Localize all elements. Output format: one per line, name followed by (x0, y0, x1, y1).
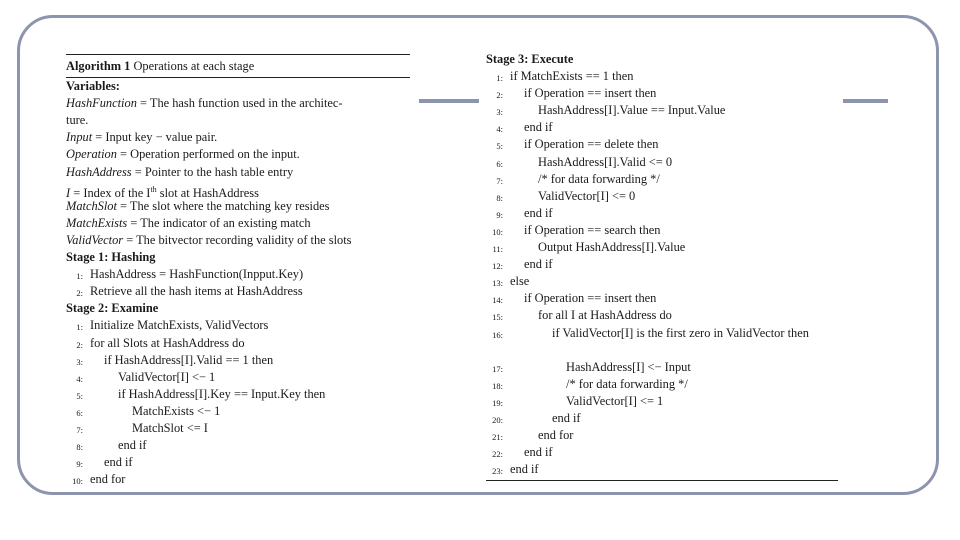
code-text: end if (510, 462, 539, 477)
variable-name: I (66, 185, 71, 200)
code-text: Initialize MatchExists, ValidVectors (90, 318, 269, 333)
code-line (486, 410, 838, 427)
code-text: if Operation == search then (524, 222, 661, 237)
line-number: 19: (492, 397, 503, 408)
line-number: 2: (76, 288, 83, 299)
code-line (486, 119, 838, 136)
variable-desc: = Pointer to the hash table entry (134, 164, 294, 179)
line-number: 2: (76, 339, 83, 350)
line-number: 17: (492, 363, 503, 374)
line-number: 20: (492, 414, 503, 425)
line-number: 10: (492, 226, 503, 237)
code-text: HashAddress[I] <− Input (566, 359, 691, 374)
variable-name: MatchSlot (66, 198, 117, 213)
code-text: if HashAddress[I].Valid == 1 then (104, 352, 274, 367)
code-text: end if (104, 455, 133, 470)
bottom-rule (486, 480, 838, 481)
line-number: 11: (492, 244, 503, 255)
variable-matchexists (66, 215, 410, 232)
code-line (486, 273, 838, 290)
variable-desc: = The indicator of an existing match (130, 215, 311, 230)
code-text: if HashAddress[I].Key == Input.Key then (118, 386, 326, 401)
code-text: Retrieve all the hash items at HashAddress (90, 284, 303, 299)
variable-hashfunction (66, 95, 410, 112)
stage3-heading: Stage 3: Execute (486, 52, 574, 66)
code-line (66, 283, 410, 300)
code-line (66, 335, 410, 352)
code-text: end if (524, 120, 553, 135)
algorithm-right-column (486, 51, 838, 481)
code-line (486, 393, 838, 410)
variable-desc: = Index of the I (73, 185, 151, 200)
algorithm-label: Algorithm 1 (66, 59, 131, 73)
variable-desc: = The bitvector recording validity of the slots (126, 232, 352, 247)
code-line (486, 102, 838, 119)
line-number: 18: (492, 380, 503, 391)
line-number: 7: (496, 175, 503, 186)
code-text: HashAddress[I].Valid <= 0 (538, 154, 673, 169)
code-line (66, 266, 410, 283)
code-text: end if (552, 410, 581, 425)
code-text: MatchExists <− 1 (132, 403, 221, 418)
code-line (486, 307, 838, 324)
line-number: 4: (496, 124, 503, 135)
variables-list (66, 95, 410, 249)
code-line (66, 386, 410, 403)
line-number: 22: (492, 449, 503, 460)
code-text: MatchSlot <= I (132, 420, 208, 435)
variable-matchslot (66, 198, 410, 215)
variable-name: Input (66, 130, 93, 145)
code-line (66, 317, 410, 334)
code-text: for all Slots at HashAddress do (90, 335, 245, 350)
variable-validvector (66, 232, 410, 249)
code-line (486, 290, 838, 307)
line-number: 2: (496, 90, 503, 101)
stage1-heading: Stage 1: Hashing (66, 250, 156, 265)
decorative-bar-left (419, 99, 479, 103)
variable-input (66, 129, 410, 146)
line-number: 5: (496, 141, 503, 152)
code-text: ValidVector[I] <− 1 (118, 369, 216, 384)
variable-index (66, 181, 410, 198)
line-number: 5: (76, 390, 83, 401)
variable-desc: = The slot where the matching key resides (120, 198, 330, 213)
stage2-heading: Stage 2: Examine (66, 301, 159, 316)
variable-name: Operation (66, 147, 117, 162)
code-line (66, 471, 410, 488)
code-line (486, 222, 838, 239)
variable-hashaddress (66, 164, 410, 181)
line-number: 14: (492, 295, 503, 306)
line-number: 8: (496, 192, 503, 203)
variable-desc: = Input key − value pair. (95, 130, 218, 145)
variable-name: HashFunction (66, 96, 137, 111)
code-text: end if (524, 257, 553, 272)
line-number: 9: (496, 209, 503, 220)
code-text: end if (524, 205, 553, 220)
line-number: 10: (72, 476, 83, 487)
line-number: 1: (496, 73, 503, 84)
code-text: if MatchExists == 1 then (510, 69, 634, 84)
variable-operation (66, 146, 410, 163)
stage2-lines (66, 317, 410, 488)
line-number: 3: (496, 107, 503, 118)
line-number: 7: (76, 424, 83, 435)
algorithm-caption (66, 55, 410, 77)
code-line (486, 136, 838, 153)
code-line (486, 171, 838, 188)
variable-name: HashAddress (66, 164, 132, 179)
code-text: if Operation == insert then (524, 86, 657, 101)
code-text: for all I at HashAddress do (538, 308, 672, 323)
stage1-lines (66, 266, 410, 300)
stage3-lines (486, 68, 838, 478)
line-number: 8: (76, 442, 83, 453)
code-line (486, 154, 838, 171)
variables-heading: Variables: (66, 79, 120, 94)
line-number: 6: (496, 158, 503, 169)
variable-name: MatchExists (66, 215, 128, 230)
line-number: 15: (492, 312, 503, 323)
code-line (66, 403, 410, 420)
code-text: end for (90, 472, 126, 487)
code-line (66, 420, 410, 437)
code-line (486, 239, 838, 256)
code-text: end if (524, 445, 553, 460)
variable-desc: slot at HashAddress (159, 185, 259, 200)
variable-desc: ture. (66, 113, 89, 128)
code-text: /* for data forwarding */ (566, 376, 688, 391)
code-line (486, 376, 838, 393)
code-text: if ValidVector[I] is the first zero in ValidVector then (552, 325, 809, 340)
code-line (486, 188, 838, 205)
variable-sup: th (150, 184, 157, 194)
code-line (66, 369, 410, 386)
code-text: ValidVector[I] <= 0 (538, 188, 636, 203)
code-line (486, 427, 838, 444)
line-number: 1: (76, 271, 83, 282)
code-line (66, 352, 410, 369)
code-line (66, 454, 410, 471)
code-text: if Operation == delete then (524, 137, 659, 152)
code-text: end for (538, 428, 574, 443)
line-number: 12: (492, 261, 503, 272)
algorithm-left-column (66, 54, 410, 488)
code-text: /* for data forwarding */ (538, 171, 660, 186)
decorative-bar-right (843, 99, 888, 103)
code-text: else (510, 274, 530, 289)
variable-name: ValidVector (66, 232, 124, 247)
line-number: 6: (76, 407, 83, 418)
variable-desc: = The hash function used in the architec- (140, 96, 343, 111)
algorithm-title: Operations at each stage (133, 59, 255, 73)
code-line (486, 359, 838, 376)
code-line (486, 325, 838, 359)
line-number: 9: (76, 459, 83, 470)
line-number: 21: (492, 432, 503, 443)
line-number: 13: (492, 278, 503, 289)
code-line (486, 85, 838, 102)
line-number: 3: (76, 356, 83, 367)
code-line (486, 444, 838, 461)
variable-desc: = Operation performed on the input. (120, 147, 300, 162)
code-line (66, 437, 410, 454)
code-line (486, 205, 838, 222)
code-line (486, 256, 838, 273)
line-number: 16: (492, 329, 503, 340)
code-text: Output HashAddress[I].Value (538, 240, 686, 255)
line-number: 23: (492, 466, 503, 477)
code-text: HashAddress[I].Value == Input.Value (538, 103, 726, 118)
code-text: end if (118, 438, 147, 453)
code-line (486, 461, 838, 478)
code-text: if Operation == insert then (524, 291, 657, 306)
variable-continuation (66, 112, 410, 129)
line-number: 4: (76, 373, 83, 384)
code-line (486, 68, 838, 85)
code-text: ValidVector[I] <= 1 (566, 393, 664, 408)
line-number: 1: (76, 322, 83, 333)
code-text: HashAddress = HashFunction(Inpput.Key) (90, 267, 304, 282)
